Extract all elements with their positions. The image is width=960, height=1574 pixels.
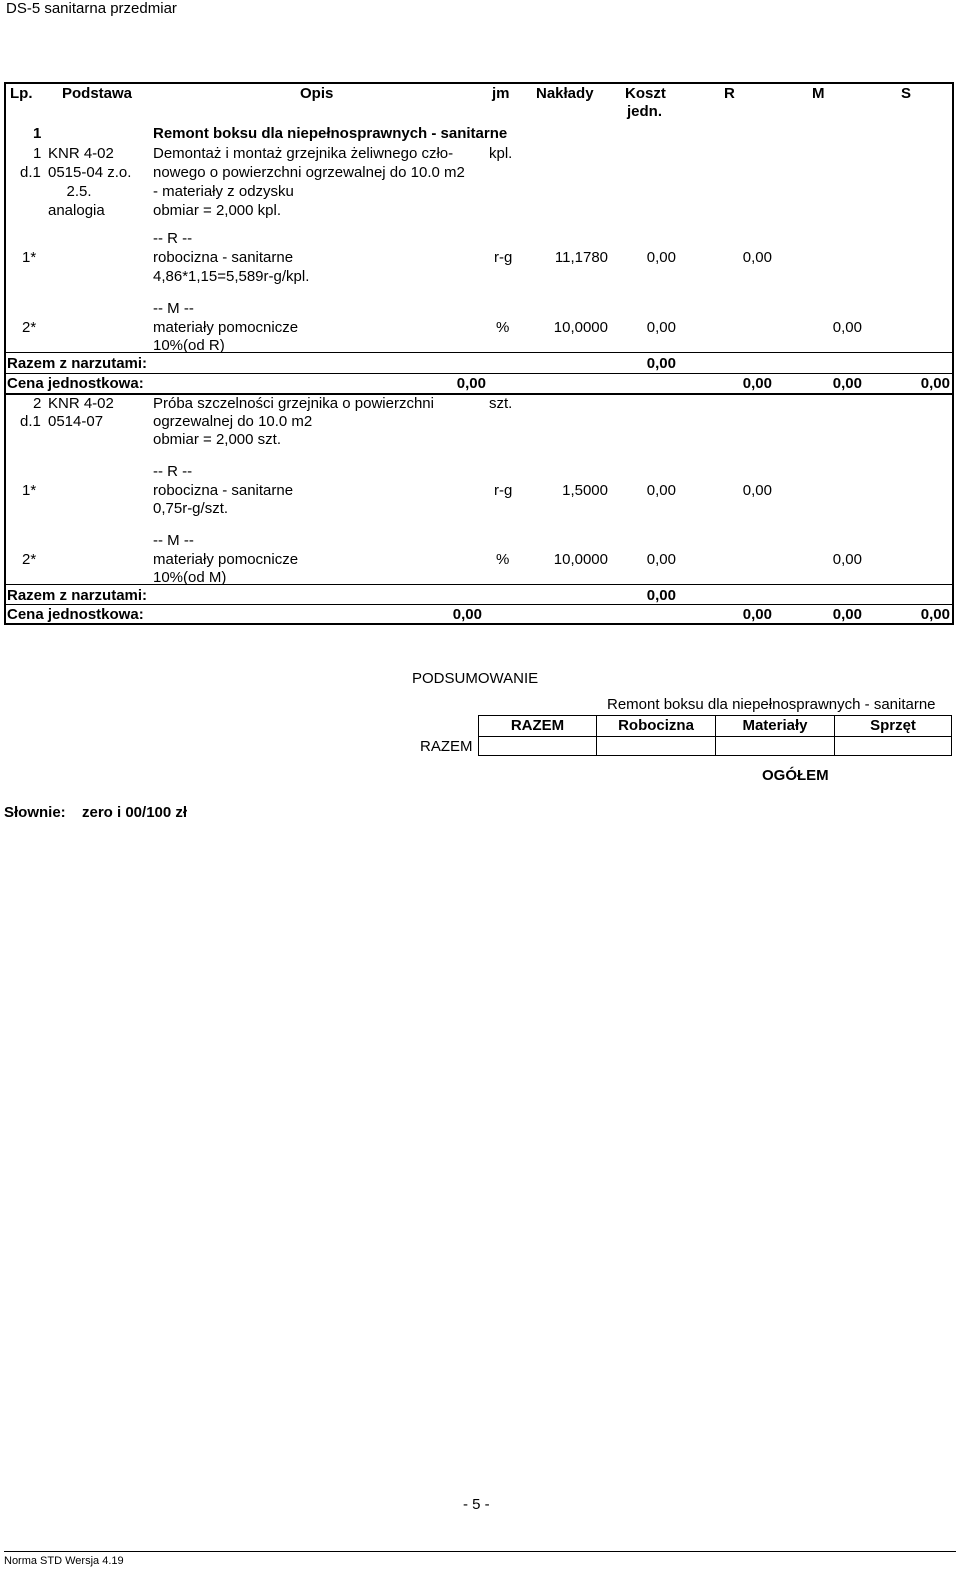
m-jm: % — [496, 319, 510, 336]
m-name: materiały pomocnicze — [153, 551, 299, 568]
header-opis: Opis — [300, 85, 334, 102]
footer-version: Norma STD Wersja 4.19 — [4, 1555, 124, 1567]
item-opis-line: obmiar = 2,000 kpl. — [153, 202, 281, 219]
summary-title: PODSUMOWANIE — [412, 670, 539, 687]
m-value: 0,00 — [832, 319, 862, 336]
summary-header-sprzet: Sprzęt — [870, 717, 916, 734]
r-naklady: 11,1780 — [554, 249, 608, 266]
cena-s: 0,00 — [920, 375, 950, 392]
summary-header-materialy: Materiały — [742, 717, 808, 734]
r-naklady: 1,5000 — [562, 482, 608, 499]
cena-r: 0,00 — [742, 606, 772, 623]
r-lp: 1* — [22, 482, 37, 499]
m-naklady: 10,0000 — [553, 551, 608, 568]
m-formula: 10%(od R) — [153, 337, 225, 354]
item-opis-line: Demontaż i montaż grzejnika żeliwnego czło- — [153, 145, 454, 162]
summary-subtitle: Remont boksu dla niepełnosprawnych - sanitarne — [607, 696, 936, 713]
item-lp: 2 — [33, 395, 42, 412]
r-marker: -- R -- — [153, 463, 193, 480]
header-m: M — [812, 85, 825, 102]
item-jm: kpl. — [489, 145, 513, 162]
r-koszt: 0,00 — [646, 249, 676, 266]
item-opis-line: ogrzewalnej do 10.0 m2 — [153, 413, 313, 430]
page-title: DS-5 sanitarna przedmiar — [6, 0, 177, 17]
m-koszt: 0,00 — [646, 319, 676, 336]
words-label: Słownie: — [4, 804, 66, 821]
page-number: - 5 - — [463, 1496, 490, 1513]
r-value: 0,00 — [742, 482, 772, 499]
item-podstawa-line: 2.5. — [66, 183, 92, 200]
item-lp-sub: d.1 — [20, 164, 41, 181]
r-formula: 4,86*1,15=5,589r-g/kpl. — [153, 268, 310, 285]
header-podstawa: Podstawa — [62, 85, 133, 102]
m-value: 0,00 — [832, 551, 862, 568]
header-lp: Lp. — [10, 85, 33, 102]
section-title: Remont boksu dla niepełnosprawnych - sanitarne — [153, 125, 508, 142]
r-jm: r-g — [494, 482, 513, 499]
r-lp: 1* — [22, 249, 37, 266]
item-opis-line: Próba szczelności grzejnika o powierzchni — [153, 395, 434, 412]
item-opis-line: obmiar = 2,000 szt. — [153, 431, 281, 448]
m-lp: 2* — [22, 319, 37, 336]
summary-ogolem: OGÓŁEM — [762, 767, 829, 784]
m-formula: 10%(od M) — [153, 569, 227, 586]
item-opis-line: nowego o powierzchni ogrzewalnej do 10.0 m2 — [153, 164, 465, 181]
m-lp: 2* — [22, 551, 37, 568]
header-koszt: Koszt — [625, 85, 666, 102]
header-s: S — [901, 85, 912, 102]
razem-value: 0,00 — [646, 587, 676, 604]
m-koszt: 0,00 — [646, 551, 676, 568]
m-marker: -- M -- — [153, 300, 194, 317]
razem-label: Razem z narzutami: — [7, 587, 148, 604]
cena-value: 0,00 — [456, 375, 486, 392]
section-lp: 1 — [33, 125, 42, 142]
summary-header-razem: RAZEM — [510, 717, 565, 734]
summary-row-label: RAZEM — [420, 738, 473, 755]
item-podstawa-line: KNR 4-02 — [48, 145, 114, 162]
r-koszt: 0,00 — [646, 482, 676, 499]
m-marker: -- M -- — [153, 532, 194, 549]
item-podstawa-line: analogia — [48, 202, 105, 219]
header-naklady: Nakłady — [536, 85, 594, 102]
item-podstawa-line: 0514-07 — [48, 413, 104, 430]
cena-label: Cena jednostkowa: — [7, 606, 144, 623]
item-jm: szt. — [489, 395, 513, 412]
m-name: materiały pomocnicze — [153, 319, 299, 336]
m-jm: % — [496, 551, 510, 568]
item-podstawa-line: KNR 4-02 — [48, 395, 114, 412]
razem-label: Razem z narzutami: — [7, 355, 148, 372]
cena-m: 0,00 — [832, 375, 862, 392]
m-naklady: 10,0000 — [553, 319, 608, 336]
item-podstawa-line: 0515-04 z.o. — [48, 164, 132, 181]
words-value: zero i 00/100 zł — [82, 804, 188, 821]
summary-header-robocizna: Robocizna — [618, 717, 694, 734]
cena-s: 0,00 — [920, 606, 950, 623]
cena-value: 0,00 — [452, 606, 482, 623]
item-lp-sub: d.1 — [20, 413, 41, 430]
razem-value: 0,00 — [646, 355, 676, 372]
cena-label: Cena jednostkowa: — [7, 375, 144, 392]
item-opis-line: - materiały z odzysku — [153, 183, 294, 200]
footer-divider — [4, 1551, 956, 1552]
item-lp: 1 — [33, 145, 42, 162]
header-koszt-jedn: jedn. — [627, 103, 663, 120]
cena-r: 0,00 — [742, 375, 772, 392]
r-name: robocizna - sanitarne — [153, 249, 294, 266]
header-jm: jm — [492, 85, 510, 102]
r-name: robocizna - sanitarne — [153, 482, 294, 499]
header-r: R — [724, 85, 735, 102]
r-marker: -- R -- — [153, 230, 193, 247]
r-jm: r-g — [494, 249, 513, 266]
r-formula: 0,75r-g/szt. — [153, 500, 229, 517]
r-value: 0,00 — [742, 249, 772, 266]
cena-m: 0,00 — [832, 606, 862, 623]
